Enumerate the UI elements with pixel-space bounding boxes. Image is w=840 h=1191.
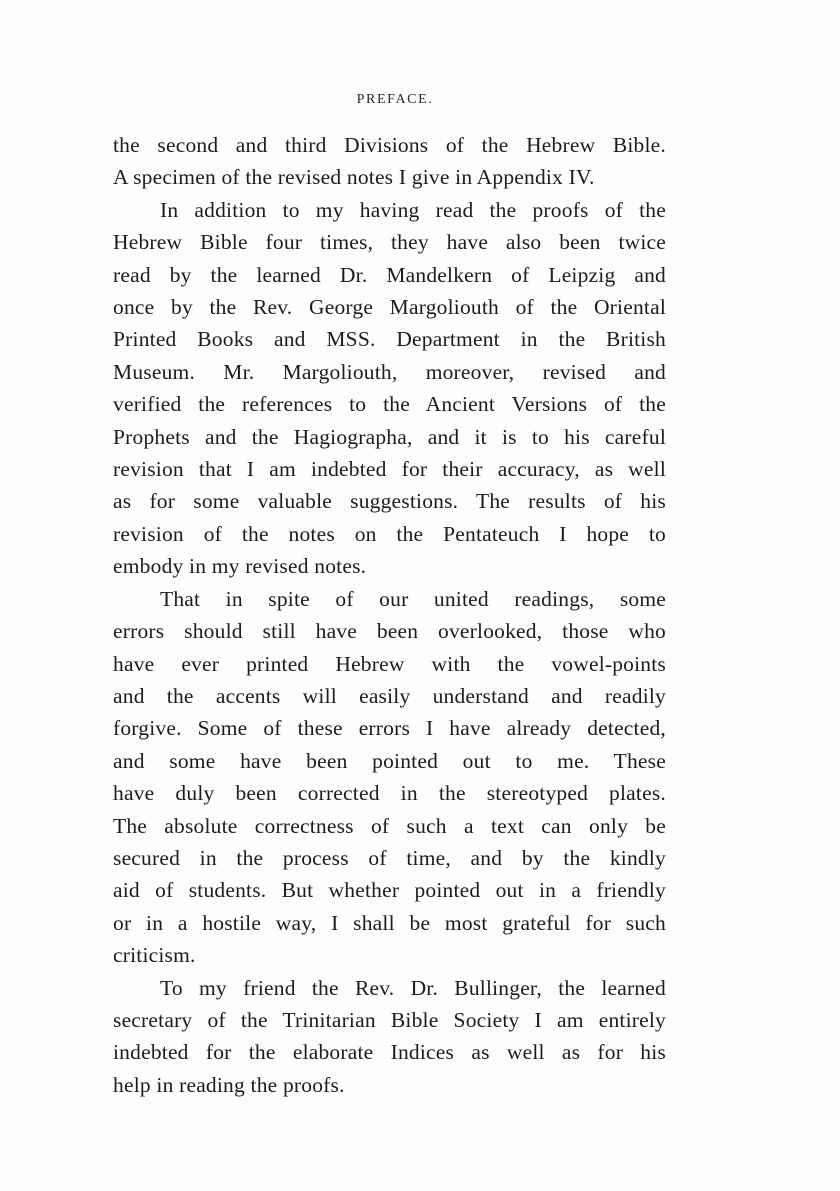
text-line: To my friend the Rev. Dr. Bullinger, the learned [160,975,666,1000]
text-line: In addition to my having read the proofs of the [160,197,666,222]
text-line: verified the references to the Ancient Versions of the [113,392,666,417]
text-line: help in reading the proofs. [113,1072,345,1097]
paragraph [113,194,666,583]
text-line: the second and third Divisions of the Hebrew Bible. [113,133,666,157]
paragraph [113,129,666,194]
text-line: A specimen of the revised notes I give in Appendix IV. [113,165,595,190]
text-line: errors should still have been overlooked, those who [113,619,666,644]
text-line: as for some valuable suggestions. The results of his [113,489,666,514]
text-line: have ever printed Hebrew with the vowel-points [113,651,666,676]
text-line: embody in my revised notes. [113,554,367,579]
text-line: criticism. [113,943,196,968]
text-line: read by the learned Dr. Mandelkern of Leipzig and [113,262,666,287]
text-line: Prophets and the Hagiographa, and it is to his careful [113,424,666,449]
text-line: secretary of the Trinitarian Bible Society I am entirely [113,1007,666,1032]
text-line: secured in the process of time, and by the kindly [113,845,666,870]
paragraph [113,972,666,1102]
text-line: revision of the notes on the Pentateuch I hope to [113,521,666,546]
text-line: Hebrew Bible four times, they have also been twice [113,230,666,255]
text-line: indebted for the elaborate Indices as well as for his [113,1040,666,1065]
text-line: once by the Rev. George Margoliouth of the Oriental [113,295,666,320]
text-line: have duly been corrected in the stereotyped plates. [113,781,666,806]
text-line: aid of students. But whether pointed out in a friendly [113,878,666,903]
paragraph [113,583,666,972]
preface-text [113,129,666,1101]
text-line: and the accents will easily understand and readily [113,683,666,708]
text-line: revision that I am indebted for their accuracy, as well [113,457,666,482]
running-head: PREFACE. [356,92,434,107]
text-line: or in a hostile way, I shall be most grateful for such [113,910,666,935]
text-line: and some have been pointed out to me. These [113,748,666,773]
text-line: forgive. Some of these errors I have already detected, [113,716,666,741]
text-line: Printed Books and MSS. Department in the British [113,327,666,352]
text-line: That in spite of our united readings, some [160,586,666,611]
text-line: The absolute correctness of such a text can only be [113,813,666,838]
text-line: Museum. Mr. Margoliouth, moreover, revised and [113,359,666,384]
